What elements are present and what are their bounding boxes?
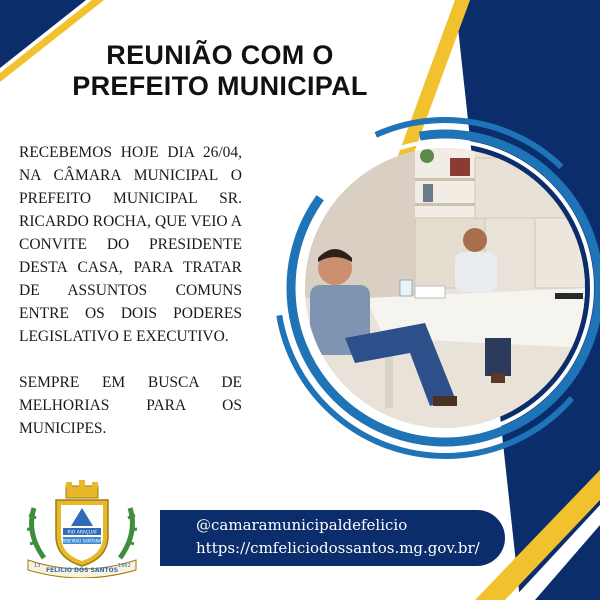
paragraph-announcement: RECEBEMOS HOJE DIA 26/04, NA CÂMARA MUNICIPAL O PREFEITO MUNICIPAL SR. RICARDO ROCHA, QUE VEIO A CONVITE DO PRESIDENTE DESTA CASA, PARA TRATAR DE ASSUNTOS COMUNS ENTRE OS DOIS PODERES LEGISLATIVO E EXECUTIVO.: [19, 144, 242, 345]
shield-text-bottom: RIBEIRÃO SANTANA: [62, 538, 102, 544]
title-line-2: PREFEITO MUNICIPAL: [72, 71, 368, 101]
banner-text: FELICIO DOS SANTOS: [45, 567, 119, 574]
title-line-1: REUNIÃO COM O: [106, 40, 334, 70]
post-title: [40, 40, 400, 102]
paragraph-closing: SEMPRE EM BUSCA DE MELHORIAS PARA OS MUNICIPES.: [19, 374, 242, 437]
website-link[interactable]: https://cmfeliciodossantos.mg.gov.br/: [196, 539, 480, 557]
contact-bar: [160, 510, 505, 566]
municipal-crest: [22, 478, 142, 578]
meeting-photo-illustration: [305, 148, 585, 428]
instagram-handle[interactable]: @camaramunicipaldefelicio: [196, 516, 408, 534]
post-body: [19, 141, 242, 463]
banner-year-right: 1962: [118, 563, 131, 569]
shield-text-top: RIO ARAÇUAÍ: [67, 530, 97, 536]
banner-number-left: 13: [34, 563, 41, 569]
meeting-photo: [305, 148, 585, 428]
